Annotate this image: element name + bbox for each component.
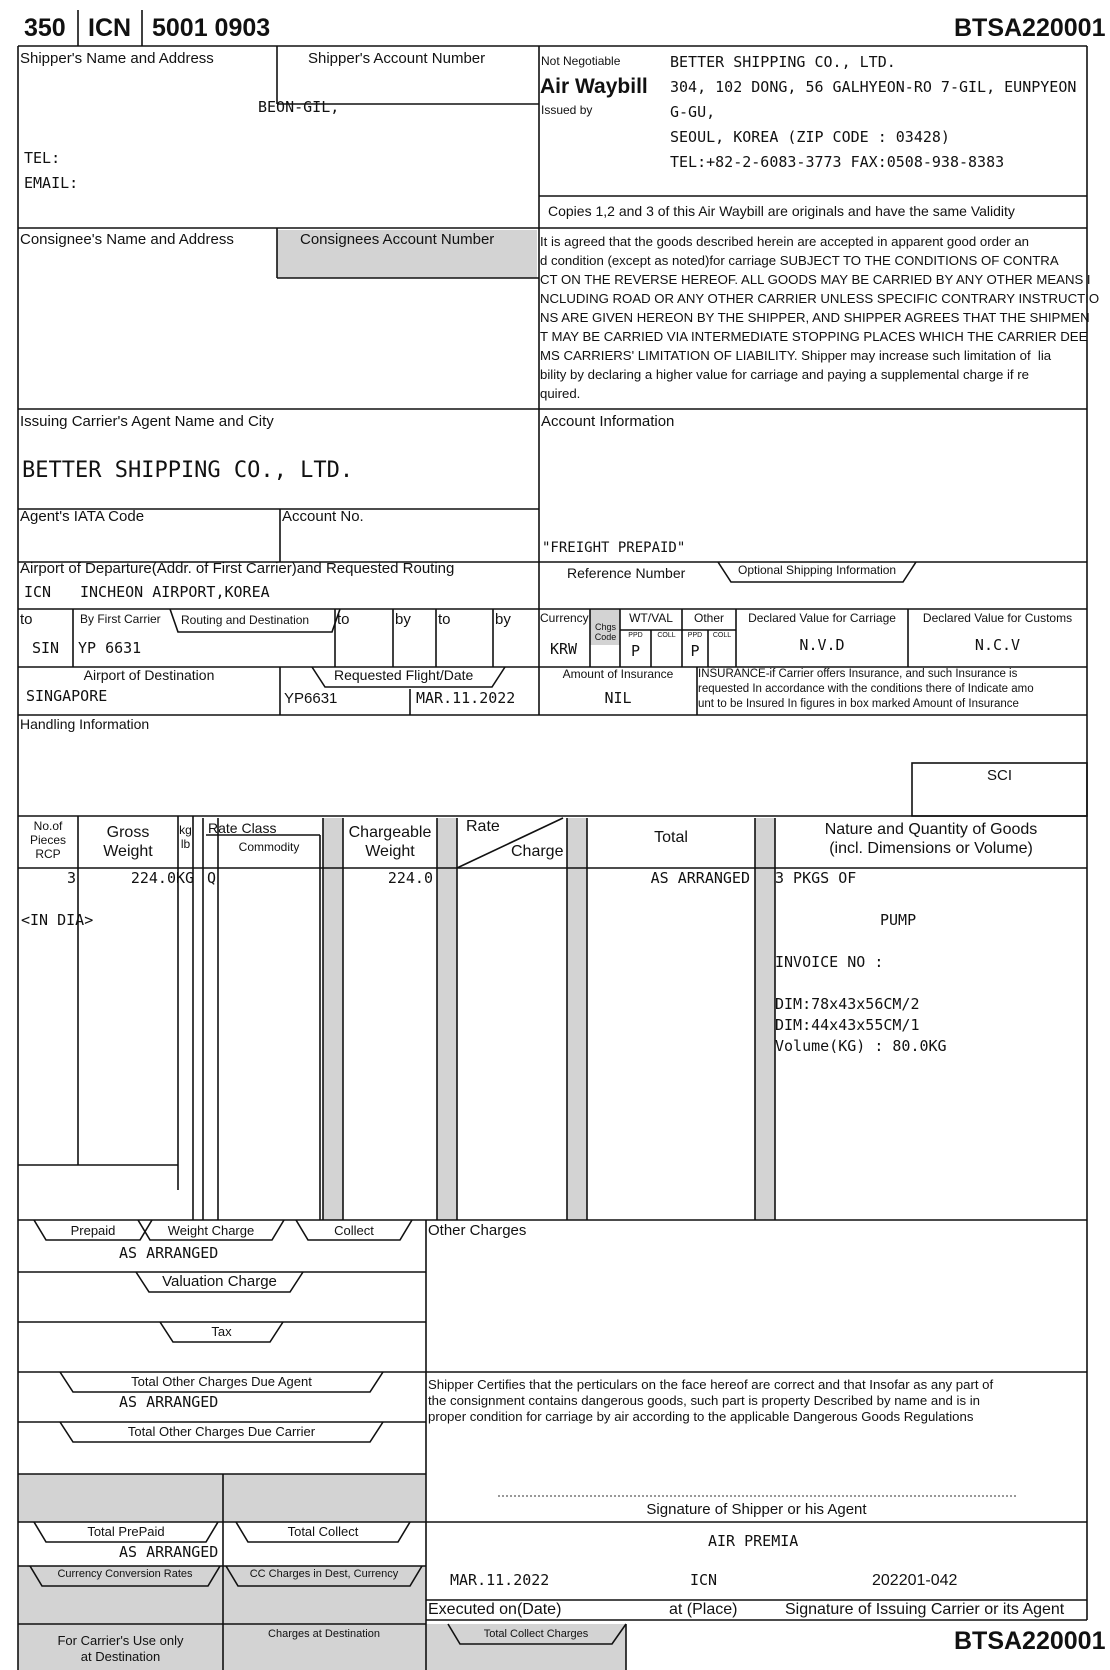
dv-customs-value: N.C.V xyxy=(974,636,1021,654)
conditions-line-3: CT ON THE REVERSE HEREOF. ALL GOODS MAY BE CARRIED BY ANY OTHER MEANS I xyxy=(540,272,1091,287)
shipper-email-label: EMAIL: xyxy=(24,174,79,192)
total-collect-label: Total Collect xyxy=(287,1524,359,1539)
conditions-line-5: NS ARE GIVEN HEREON BY THE SHIPPER, AND SHIPPER AGREES THAT THE SHIPMEN xyxy=(540,310,1090,325)
conditions-line-6: T MAY BE CARRIED VIA INTERMEDIATE STOPPING PLACES WHICH THE CARRIER DEE xyxy=(540,329,1088,344)
agent-label: Issuing Carrier's Agent Name and City xyxy=(20,413,274,430)
first-carrier-value: YP 6631 xyxy=(78,639,142,657)
dv-carriage-value: N.V.D xyxy=(799,636,845,654)
other-ppd-label: PPD xyxy=(687,632,703,639)
destination-value: SINGAPORE xyxy=(26,687,108,705)
wt-coll-label: COLL xyxy=(657,632,676,639)
issuer-line-5: TEL:+82-2-6083-3773 FAX:0508-938-8383 xyxy=(670,153,1005,171)
other-charges-label: Other Charges xyxy=(428,1222,527,1239)
conditions-line-9: quired. xyxy=(540,386,581,401)
departure-label: Airport of Departure(Addr. of First Carrier)and Requested Routing xyxy=(20,560,455,577)
insurance-note-1: INSURANCE-if Carrier offers Insurance, and such Insurance is xyxy=(698,668,1018,680)
routing-to-label: to xyxy=(20,611,33,628)
conditions-line-2: d condition (except as noted)for carriage SUBJECT TO THE CONDITIONS OF CONTRA xyxy=(540,253,1059,268)
executed-date-value: MAR.11.2022 xyxy=(450,1571,550,1589)
other-ppd-value: P xyxy=(690,642,700,660)
goods-line-2: PUMP xyxy=(880,911,917,929)
wtval-label: WT/VAL xyxy=(629,611,673,625)
accounting-info-label: Account Information xyxy=(541,413,675,430)
conditions-line-7: MS CARRIERS' LIMITATION OF LIABILITY. Shipper may increase such limitation of lia xyxy=(540,348,1052,363)
insurance-note-2: requested In accordance with the conditions there of Indicate amo xyxy=(698,683,1034,695)
pieces-header-3: RCP xyxy=(35,847,61,861)
total-header: Total xyxy=(654,829,688,846)
routing-destination-label: Routing and Destination xyxy=(181,613,310,627)
carrier-signature-label: Signature of Issuing Carrier or its Agent xyxy=(785,1601,1065,1618)
goods-line-6: Volume(KG) : 80.0KG xyxy=(775,1037,947,1055)
dv-carriage-label: Declared Value for Carriage xyxy=(748,611,896,625)
awb-origin: ICN xyxy=(88,14,132,42)
goods-line-5: DIM:44x43x55CM/1 xyxy=(775,1016,920,1034)
other-charges-carrier-label: Total Other Charges Due Carrier xyxy=(127,1424,316,1439)
reference-number-label: Reference Number xyxy=(567,565,686,581)
consignee-label: Consignee's Name and Address xyxy=(20,231,234,248)
agent-iata-label: Agent's IATA Code xyxy=(20,508,145,525)
issued-by-label: Issued by xyxy=(541,103,593,117)
unit-header-kg: kg xyxy=(179,823,192,837)
awb-serial-number: 5001 0903 xyxy=(152,14,271,42)
other-charges-agent-label: Total Other Charges Due Agent xyxy=(131,1374,312,1389)
rate-class-header: Rate Class xyxy=(208,820,277,836)
tax-label: Tax xyxy=(211,1324,232,1339)
conditions-line-1: It is agreed that the goods described herein are accepted in apparent good order an xyxy=(540,234,1030,249)
valuation-charge-label: Valuation Charge xyxy=(162,1273,277,1290)
routing-by2-label: by xyxy=(395,611,411,628)
footer-reference: BTSA220001 xyxy=(954,1627,1106,1655)
goods-line-1: 3 PKGS OF xyxy=(775,869,857,887)
gross-header-1: Gross xyxy=(106,824,150,841)
charge-header: Charge xyxy=(511,843,564,860)
goods-line-4: DIM:78x43x56CM/2 xyxy=(775,995,920,1013)
carrier-name: AIR PREMIA xyxy=(708,1532,799,1550)
consignee-account-label: Consignees Account Number xyxy=(300,231,495,248)
pieces-header-1: No.of xyxy=(33,819,63,833)
pieces-value: 3 xyxy=(66,869,76,887)
chargeable-weight-value: 224.0 xyxy=(387,869,433,887)
total-value: AS ARRANGED xyxy=(650,869,750,887)
certification-line-3: proper condition for carriage by air according to the applicable Dangerous Goods Regulations xyxy=(428,1409,974,1424)
wt-ppd-label: PPD xyxy=(628,632,643,639)
rate-class-value: Q xyxy=(207,869,217,887)
awb-prefix: 350 xyxy=(24,14,66,42)
routing-by3-label: by xyxy=(495,611,511,628)
nature-header-2: (incl. Dimensions or Volume) xyxy=(829,840,1033,857)
awb-reference: BTSA220001 xyxy=(954,14,1106,42)
shipper-address-fragment: BEON-GIL, xyxy=(258,98,340,116)
issuer-line-1: BETTER SHIPPING CO., LTD. xyxy=(670,53,896,71)
conditions-line-4: NCLUDING ROAD OR ANY OTHER CARRIER UNLESS SPECIFIC CONTRARY INSTRUCTIO xyxy=(540,291,1100,306)
chargeable-header-1: Chargeable xyxy=(348,824,432,841)
executed-date-label: Executed on(Date) xyxy=(428,1601,562,1618)
currency-label: Currency xyxy=(540,611,589,625)
conditions-line-8: bility by declaring a higher value for carriage and paying a supplemental charge if re xyxy=(540,367,1029,382)
executed-place-label: at (Place) xyxy=(669,1601,738,1618)
total-prepaid-label: Total PrePaid xyxy=(87,1524,165,1539)
other-charges-agent-value: AS ARRANGED xyxy=(119,1393,219,1411)
shipper-label: Shipper's Name and Address xyxy=(20,50,214,67)
shipper-tel-label: TEL: xyxy=(24,149,61,167)
departure-name: INCHEON AIRPORT,KOREA xyxy=(80,583,270,601)
nature-header-1: Nature and Quantity of Goods xyxy=(824,821,1038,838)
air-waybill-title: Air Waybill xyxy=(540,75,648,98)
prepaid-label: Prepaid xyxy=(70,1223,116,1238)
other-coll-label: COLL xyxy=(712,632,732,639)
requested-date-value: MAR.11.2022 xyxy=(416,689,516,707)
agent-name: BETTER SHIPPING CO., LTD. xyxy=(22,458,354,483)
routing-to-value: SIN xyxy=(32,639,60,657)
gross-header-2: Weight xyxy=(103,843,153,860)
dv-customs-label: Declared Value for Customs xyxy=(922,611,1073,625)
optional-shipping-label: Optional Shipping Information xyxy=(738,563,897,577)
certification-line-2: the consignment contains dangerous goods, such part is property Described by name and is in xyxy=(428,1393,980,1408)
sci-value: SCI xyxy=(986,767,1012,784)
commodity-header: Commodity xyxy=(238,840,300,854)
carrier-use-label-1: For Carrier's Use only xyxy=(57,1633,184,1648)
copies-validity-note: Copies 1,2 and 3 of this Air Waybill are originals and have the same Validity xyxy=(548,203,1015,219)
unit-header-lb: lb xyxy=(180,837,191,851)
insurance-value: NIL xyxy=(604,689,632,707)
departure-code: ICN xyxy=(24,583,52,601)
charges-at-destination-label: Charges at Destination xyxy=(268,1628,380,1640)
shipper-signature-label: Signature of Shipper or his Agent xyxy=(646,1501,867,1518)
requested-flight-value: YP6631 xyxy=(284,690,338,707)
routing-to3-label: to xyxy=(438,611,451,628)
issuer-line-4: SEOUL, KOREA (ZIP CODE : 03428) xyxy=(670,128,950,146)
carrier-use-label-2: at Destination xyxy=(80,1649,161,1664)
other-label: Other xyxy=(693,611,724,625)
currency-value: KRW xyxy=(550,640,578,658)
issuer-line-3: G-GU, xyxy=(670,103,716,121)
weight-charge-value: AS ARRANGED xyxy=(119,1244,219,1262)
gross-weight-value: 224.0 xyxy=(130,869,176,887)
handling-label: Handling Information xyxy=(20,716,150,732)
issuer-line-2: 304, 102 DONG, 56 GALHYEON-RO 7-GIL, EUNPYEON xyxy=(670,78,1077,96)
total-prepaid-value: AS ARRANGED xyxy=(119,1543,219,1561)
weight-charge-label: Weight Charge xyxy=(167,1223,255,1238)
handling-note: <IN DIA> xyxy=(21,911,94,929)
shipper-account-label: Shipper's Account Number xyxy=(308,50,486,67)
insurance-label: Amount of Insurance xyxy=(562,667,674,681)
cc-charges-dest-label: CC Charges in Dest, Currency xyxy=(249,1568,399,1580)
collect-label: Collect xyxy=(334,1223,374,1238)
by-first-carrier-label: By First Carrier xyxy=(80,612,161,626)
accounting-info-value: "FREIGHT PREPAID" xyxy=(542,540,686,556)
requested-flight-label: Requested Flight/Date xyxy=(334,667,474,683)
chargeable-header-2: Weight xyxy=(365,843,415,860)
wt-ppd-value: P xyxy=(630,642,641,660)
rate-header: Rate xyxy=(466,818,500,835)
chgs-code-label: Chgs Code xyxy=(594,622,617,642)
executed-place-value: ICN xyxy=(690,1571,718,1589)
certification-line-1: Shipper Certifies that the perticulars on the face hereof are correct and that Insofar as any part of xyxy=(428,1377,994,1392)
routing-to2-label: to xyxy=(337,611,350,628)
pieces-header-2: Pieces xyxy=(29,833,67,847)
insurance-note-3: unt to be Insured In figures in box marked Amount of Insurance xyxy=(698,698,1019,710)
weight-unit-value: KG xyxy=(176,869,195,887)
total-collect-charges-label: Total Collect Charges xyxy=(483,1628,589,1640)
destination-label: Airport of Destination xyxy=(83,667,215,683)
signature-reference: 202201-042 xyxy=(872,1572,958,1589)
currency-conversion-label: Currency Conversion Rates xyxy=(57,1568,193,1580)
agent-account-label: Account No. xyxy=(282,508,364,525)
goods-line-3: INVOICE NO : xyxy=(775,953,884,971)
not-negotiable: Not Negotiable xyxy=(541,54,621,68)
